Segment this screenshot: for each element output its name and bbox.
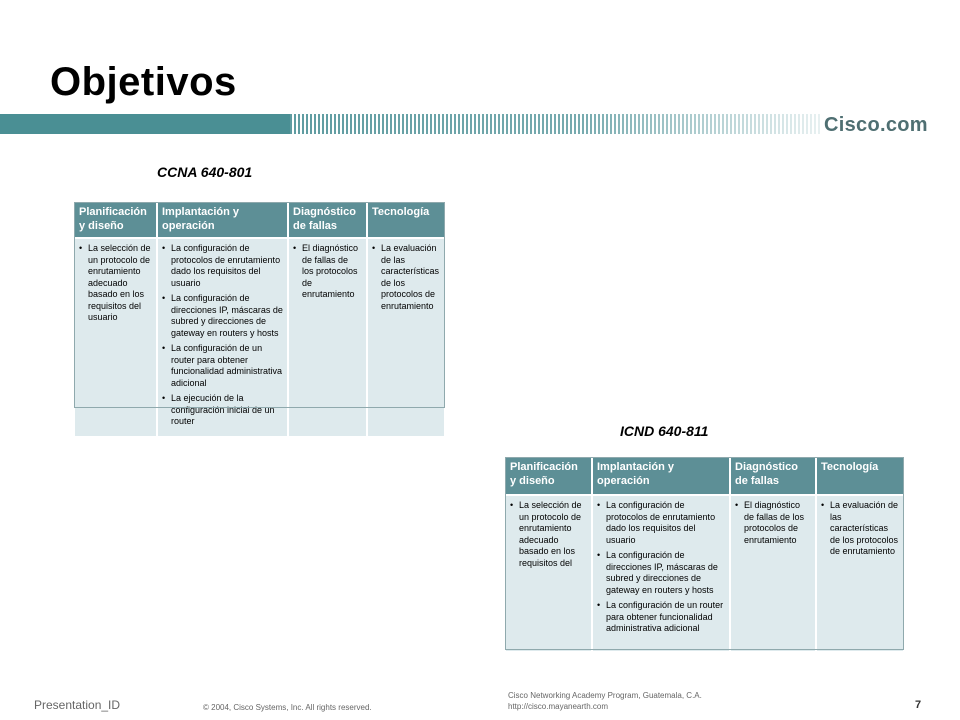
cell-planificacion (506, 495, 592, 651)
list-item: • La selección de un protocolo de enrutamiento adecuado basado en los requisitos del usuario (79, 243, 152, 324)
list-item: • La configuración de direcciones IP, máscaras de subred y direcciones de gateway en routers y hosts (597, 550, 725, 596)
header-planificacion: Planificación y diseño (506, 458, 592, 495)
icnd-objectives-table (506, 458, 903, 651)
list-item: • La evaluación de las características de los protocolos de enrutamiento (821, 500, 899, 558)
slide-title: Objetivos (50, 60, 237, 104)
ccna-objectives-table (75, 203, 444, 436)
header-band-fade (290, 114, 820, 134)
cell-planificacion (75, 238, 157, 436)
program-info (508, 690, 702, 712)
list-item: • El diagnóstico de fallas de los protocolos de enrutamiento (735, 500, 811, 546)
table-header-row (75, 203, 444, 238)
cell-implantacion (157, 238, 288, 436)
page-number: 7 (915, 699, 922, 711)
list-item: • La configuración de protocolos de enrutamiento dado los requisitos del usuario (597, 500, 725, 546)
cell-implantacion (592, 495, 730, 651)
list-item: • El diagnóstico de fallas de los protocolos de enrutamiento (293, 243, 362, 301)
header-diagnostico: Diagnóstico de fallas (288, 203, 367, 238)
list-item: • La evaluación de las características de los protocolos de enrutamiento (372, 243, 440, 312)
table-row (75, 238, 444, 436)
program-line: Cisco Networking Academy Program, Guatemala, C.A. (508, 691, 702, 700)
cell-diagnostico (288, 238, 367, 436)
ccna-caption: CCNA 640-801 (157, 164, 253, 180)
list-item: • La ejecución de la configuración inicial de un router (162, 393, 283, 428)
header-diagnostico: Diagnóstico de fallas (730, 458, 816, 495)
program-url: http://cisco.mayanearth.com (508, 702, 609, 711)
cisco-logo: Cisco.com (824, 114, 928, 136)
table-header-row (506, 458, 903, 495)
icnd-caption: ICND 640-811 (620, 423, 709, 439)
header-tecnologia: Tecnología (816, 458, 903, 495)
presentation-id: Presentation_ID (34, 698, 121, 712)
list-item: • La configuración de un router para obtener funcionalidad administrativa adicional (162, 343, 283, 389)
copyright-notice: © 2004, Cisco Systems, Inc. All rights reserved. (203, 703, 372, 712)
header-planificacion: Planificación y diseño (75, 203, 157, 238)
cell-tecnologia (816, 495, 903, 651)
cell-tecnologia (367, 238, 444, 436)
list-item: • La selección de un protocolo de enrutamiento adecuado basado en los requisitos del (510, 500, 587, 569)
list-item: • La configuración de protocolos de enrutamiento dado los requisitos del usuario (162, 243, 283, 289)
header-implantacion: Implantación y operación (592, 458, 730, 495)
header-band-solid (0, 114, 290, 134)
cell-diagnostico (730, 495, 816, 651)
header-implantacion: Implantación y operación (157, 203, 288, 238)
table-row (506, 495, 903, 651)
list-item: • La configuración de un router para obtener funcionalidad administrativa adicional (597, 600, 725, 635)
list-item: • La configuración de direcciones IP, máscaras de subred y direcciones de gateway en routers y hosts (162, 293, 283, 339)
header-tecnologia: Tecnología (367, 203, 444, 238)
